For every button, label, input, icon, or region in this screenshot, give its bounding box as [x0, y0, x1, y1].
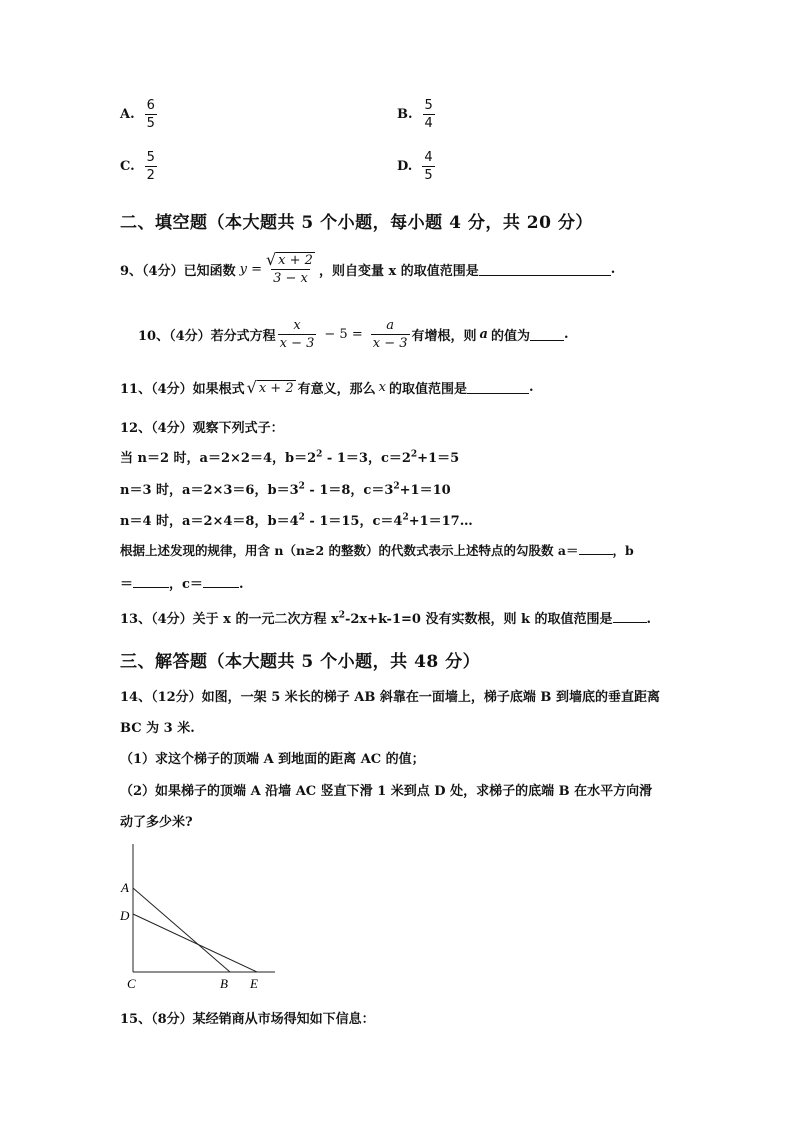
q12-line-1-sup-1: 2	[316, 449, 323, 460]
q12-line-3-a: n＝4 时，a＝2×4＝8，b＝4	[120, 514, 299, 529]
option-a-num: 6	[146, 98, 155, 113]
q9-y: y =	[239, 261, 262, 277]
q12-line-1-b: - 1＝3，c＝2	[322, 451, 411, 466]
q12-line-3-sup-2: 2	[402, 512, 409, 523]
q11-var: x	[378, 380, 386, 395]
q12-line-3-b: - 1＝15，c＝4	[304, 514, 403, 529]
q11-sqrt	[246, 377, 296, 397]
label-d: D	[120, 908, 130, 923]
q12-line-3-c: +1＝17…	[408, 514, 473, 529]
q10-den-2: x − 3	[372, 336, 408, 351]
q11-radicand: x + 2	[258, 380, 294, 396]
q12-question-a: 根据上述发现的规律，用含 n（n≥2 的整数）的代数式表示上述特点的勾股数 a＝	[120, 543, 579, 558]
q11-end: .	[528, 380, 534, 395]
label-c: C	[127, 976, 136, 991]
label-a: A	[121, 880, 129, 895]
q9-answer-blank[interactable]	[479, 263, 611, 276]
option-b	[397, 98, 437, 131]
q12-line-2	[120, 479, 451, 498]
q14-line-1: 14、（12分）如图，一架 5 米长的梯子 AB 斜靠在一面墙上，梯子底端 B 到墙底的垂直距离	[120, 690, 660, 705]
question-11	[120, 378, 534, 397]
q14-line-2: BC 为 3 米.	[120, 721, 195, 736]
q12-line-2-c: +1＝10	[399, 483, 451, 498]
q12-question-e: .	[238, 577, 244, 592]
q11-prefix: 11、（4分）如果根式	[120, 382, 245, 397]
q10-fraction-1	[278, 318, 317, 351]
option-d-label: D.	[397, 159, 413, 174]
option-b-fraction	[423, 98, 435, 131]
q12-question-cont	[120, 573, 243, 592]
q12-question-c: ＝	[120, 577, 134, 592]
q14-sub-2b: 动了多少米?	[120, 815, 193, 830]
q12-line-2-a: n＝3 时，a＝2×3＝6，b＝3	[120, 483, 299, 498]
q10-answer-blank[interactable]	[530, 328, 564, 341]
sqrt-icon: √	[265, 250, 277, 269]
q12-line-2-b: - 1＝8，c＝3	[304, 483, 394, 498]
q12-line-1-a: 当 n＝2 时，a＝2×2＝4，b＝2	[120, 451, 317, 466]
q10-num-2: a	[386, 318, 394, 333]
q12-intro: 12、（4分）观察下列式子：	[120, 421, 284, 436]
option-c-den: 2	[146, 168, 155, 183]
option-a-fraction	[145, 98, 157, 131]
option-a-label: A.	[120, 107, 135, 122]
q11-suffix: 的取值范围是	[388, 382, 467, 397]
label-e: E	[250, 976, 258, 991]
question-15: 15、（8分）某经销商从市场得知如下信息：	[120, 1012, 375, 1027]
q12-line-1	[120, 447, 459, 466]
option-d-fraction	[422, 150, 434, 183]
q10-minus: − 5 =	[324, 327, 363, 342]
option-d-num: 4	[424, 150, 433, 165]
q12-question-b: ，b	[612, 543, 634, 558]
q9-num: x + 2	[278, 253, 313, 268]
q12-line-1-c: +1＝5	[417, 451, 460, 466]
option-c-fraction	[145, 150, 157, 183]
q9-num-wrap	[264, 252, 317, 269]
option-c-label: C.	[120, 159, 135, 174]
q11-answer-blank[interactable]	[467, 381, 529, 394]
q12-line-2-sup-2: 2	[393, 481, 400, 492]
ladder-de	[133, 914, 257, 972]
q13-mid: -2x+k-1=0 没有实数根，则 k 的取值范围是	[344, 612, 613, 627]
q13-end: .	[646, 612, 652, 627]
q12-line-3-sup-1: 2	[298, 512, 305, 523]
q12-line-1-sup-2: 2	[410, 449, 418, 460]
q12-question-d: ，c＝	[169, 577, 203, 592]
option-c	[120, 150, 159, 183]
q12-blank-a[interactable]	[579, 542, 613, 555]
q9-suffix: ，则自变量 x 的取值范围是	[318, 263, 479, 279]
q14-sub-2a: （2）如果梯子的顶端 A 沿墙 AC 竖直下滑 1 米到点 D 处，求梯子的底端 B 在水平方向滑	[120, 784, 653, 799]
q10-prefix: 10、（4分）若分式方程	[138, 329, 276, 344]
option-b-den: 4	[424, 116, 433, 131]
option-b-num: 5	[424, 98, 433, 113]
question-10	[138, 318, 569, 351]
q9-fraction	[264, 252, 317, 286]
q9-den: 3 − x	[273, 271, 308, 286]
q12-question	[120, 541, 634, 559]
q9-sqrt	[266, 252, 315, 268]
q11-mid: 有意义，那么	[297, 382, 376, 397]
ladder-figure	[110, 838, 290, 998]
q12-line-3	[120, 510, 473, 529]
q10-end: .	[563, 327, 569, 342]
q10-suffix-b: 的值为	[490, 329, 530, 344]
option-a-den: 5	[146, 116, 155, 131]
sqrt-icon: √	[246, 377, 257, 397]
ladder-ab	[133, 888, 230, 972]
question-9	[120, 252, 615, 286]
q10-num-1: x	[293, 318, 301, 333]
q12-line-2-sup-1: 2	[298, 481, 305, 492]
section-2-heading: 二、填空题（本大题共 5 个小题，每小题 4 分，共 20 分）	[120, 213, 593, 233]
q10-fraction-2	[371, 318, 410, 351]
q14-sub-1: （1）求这个梯子的顶端 A 到地面的距离 AC 的值；	[120, 752, 425, 767]
section-3-heading: 三、解答题（本大题共 5 个小题，共 48 分）	[120, 652, 481, 672]
q10-var: a	[479, 327, 488, 342]
q12-blank-b[interactable]	[133, 575, 169, 588]
option-d-den: 5	[424, 168, 433, 183]
label-b: B	[220, 976, 228, 991]
q9-prefix: 9、（4分）已知函数	[120, 263, 236, 279]
q13-prefix: 13、（4分）关于 x 的一元二次方程 x	[120, 612, 339, 627]
q10-suffix-a: 有增根，则	[411, 329, 477, 344]
option-b-label: B.	[397, 107, 413, 122]
option-c-num: 5	[146, 150, 155, 165]
q13-sup: 2	[338, 610, 345, 621]
q12-blank-c[interactable]	[203, 575, 239, 588]
question-13	[120, 608, 651, 627]
option-d	[397, 150, 437, 183]
q9-end: .	[610, 261, 616, 277]
option-a	[120, 98, 159, 131]
q10-den-1: x − 3	[279, 336, 315, 351]
q13-answer-blank[interactable]	[613, 610, 647, 623]
